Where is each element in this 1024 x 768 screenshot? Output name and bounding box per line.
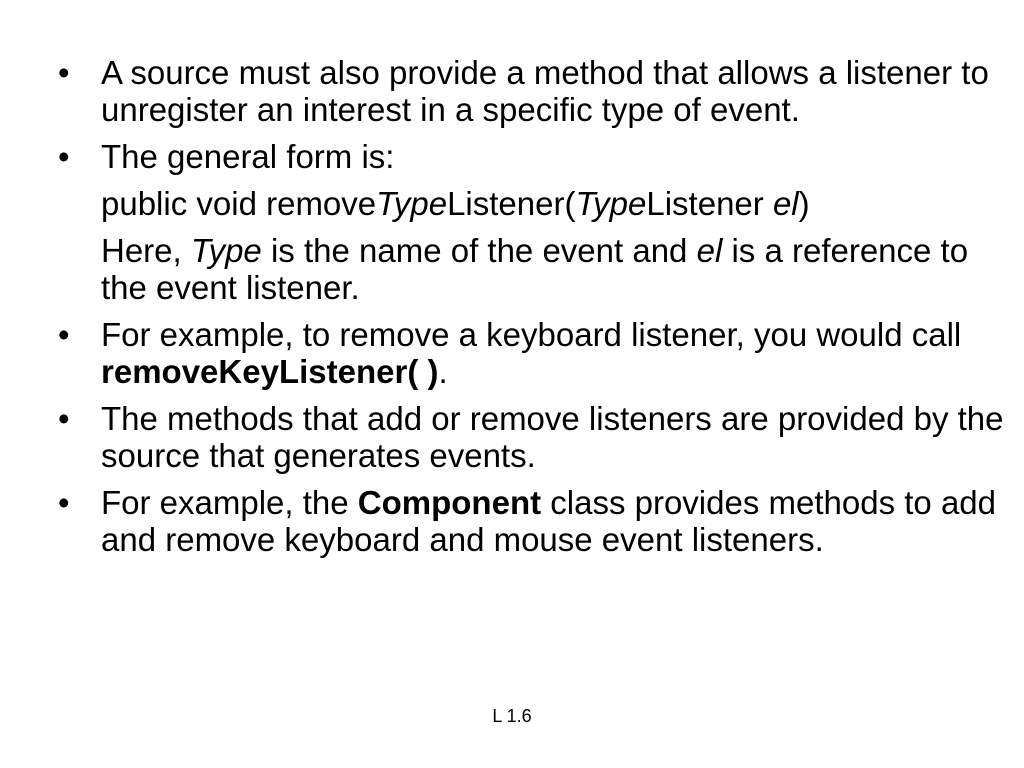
- slide-number: L 1.6: [492, 706, 532, 726]
- bullet-text: The general form is:: [101, 138, 395, 175]
- here-el-italic: el: [696, 232, 723, 269]
- bullet-item-remove-key-listener: [56, 316, 1006, 390]
- slide-content: [56, 54, 1006, 568]
- form-type-italic: Type: [575, 185, 647, 222]
- form-part: ): [798, 185, 810, 222]
- bullet-text: [101, 484, 996, 558]
- bullet-text: The methods that add or remove listeners are provided by the source that generates events.: [101, 400, 1004, 474]
- bullet-item-component-class: [56, 484, 1006, 558]
- here-part: is the name of the event and: [261, 232, 697, 269]
- bullet-text: A source must also provide a method that allows a listener to unregister an interest in a specific type of event.: [101, 54, 989, 128]
- bullet-icon: •: [58, 138, 70, 175]
- here-type-italic: Type: [190, 232, 262, 269]
- bullet-icon: •: [58, 484, 70, 521]
- here-part: is a reference to the event listener.: [101, 232, 969, 306]
- example1-part: .: [438, 353, 448, 390]
- bullet-item-unregister: [56, 54, 1006, 128]
- bullet-icon: •: [58, 54, 70, 91]
- method-name-bold: removeKeyListener( ): [101, 353, 439, 390]
- form-type-italic: Type: [376, 185, 448, 222]
- bullet-item-source-methods: [56, 400, 1006, 474]
- bullet-icon: •: [58, 316, 70, 353]
- general-form-signature: [56, 185, 1006, 222]
- bullet-text: [101, 316, 961, 390]
- form-part: public void remove: [101, 185, 377, 222]
- here-part: Here,: [101, 232, 191, 269]
- form-part: Listener(: [447, 185, 576, 222]
- bullet-icon: •: [58, 400, 70, 437]
- example2-part: class provides methods to add and remove keyboard and mouse event listeners.: [101, 484, 997, 558]
- bullet-item-general-form: [56, 138, 1006, 175]
- component-class-bold: Component: [357, 484, 542, 521]
- form-el-italic: el: [772, 185, 799, 222]
- example1-part: For example, to remove a keyboard listener, you would call: [101, 316, 962, 353]
- example2-part: For example, the: [101, 484, 358, 521]
- here-explanation: [56, 232, 1006, 306]
- form-part: Listener: [646, 185, 773, 222]
